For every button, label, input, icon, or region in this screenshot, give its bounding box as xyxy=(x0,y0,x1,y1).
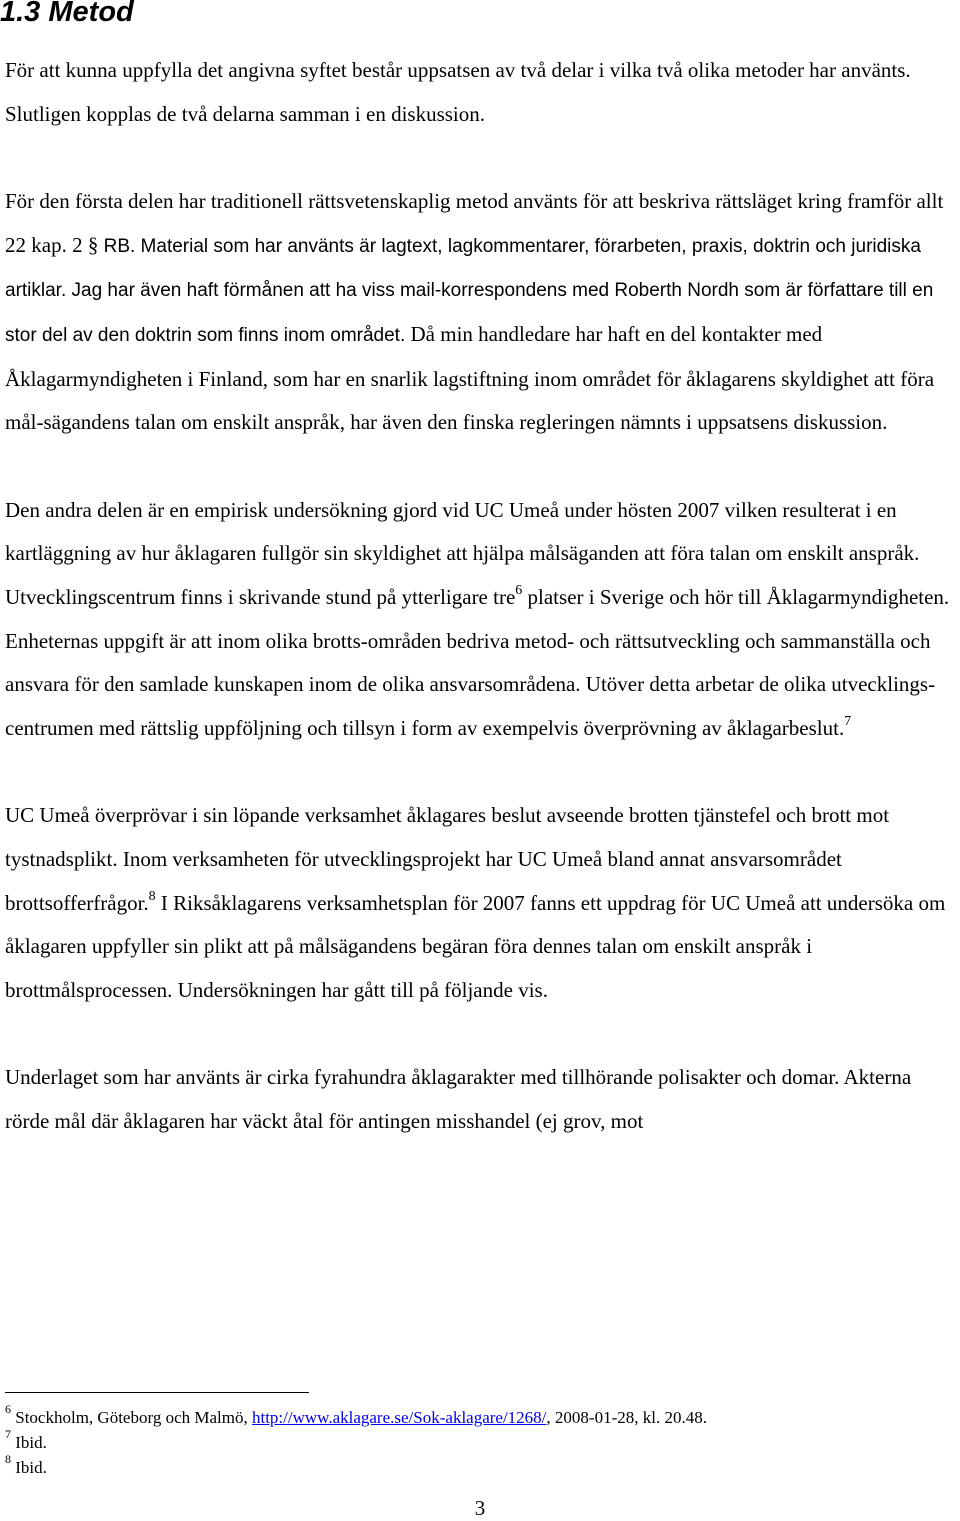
paragraph-1 xyxy=(5,49,960,136)
footnote-6-text: Stockholm, Göteborg och Malmö, xyxy=(11,1408,252,1427)
paragraph-5 xyxy=(5,1056,960,1143)
footnote-separator xyxy=(5,1392,309,1393)
footnote-6 xyxy=(5,1402,955,1430)
paragraph-2-text-sans: RB. Material som har använts är lagtext, lagkommentarer, förarbeten, praxis, doktrin och juridiska artiklar. Jag har även haft förmånen att ha viss mail-korrespondens med Roberth Nordh som är författare till en stor del av den doktrin som finns inom området. xyxy=(5,235,934,346)
footnote-6-date: , 2008-01-28, kl. 20.48. xyxy=(546,1408,707,1427)
footnote-ref-6[interactable]: 6 xyxy=(515,582,523,598)
footnote-8-text: Ibid. xyxy=(11,1458,47,1477)
footnotes xyxy=(5,1402,955,1480)
paragraph-4-text-end: I Riksåklagarens verksamhetsplan för 2007 fanns ett uppdrag för UC Umeå att undersöka om åklagaren uppfyller sin plikt att på målsägandens begäran föra dennes talan om enskilt anspråk i brottmålsprocessen. Undersökningen har gått till på följande vis. xyxy=(5,890,946,1002)
footnote-7 xyxy=(5,1427,955,1455)
section-heading: 1.3 Metod xyxy=(0,0,134,28)
footnote-8 xyxy=(5,1452,955,1480)
paragraph-2 xyxy=(5,180,960,445)
footnote-ref-8[interactable]: 8 xyxy=(148,888,156,904)
paragraph-3 xyxy=(5,489,960,751)
paragraph-3-text-end: platser i Sverige och hör till Åklagarmyndigheten. Enheternas uppgift är att inom olika brotts-områden bedriva metod- och rättsutveckling och sammanställa och ansvara för den samlade kunskapen inom de olika ansvarsområdena. Utöver detta arbetar de olika utvecklings-centrumen med rättslig uppföljning och tillsyn i form av exempelvis överprövning av åklagarbeslut. xyxy=(5,584,950,740)
footnote-8-number: 8 xyxy=(5,1452,11,1467)
paragraph-3-text-start: Den andra delen är en empirisk undersökning gjord vid UC Umeå under hösten 2007 vilken resulterat i en kartläggning av hur åklagaren fullgör sin skyldighet att hjälpa målsäganden att föra talan om enskilt anspråk. Utvecklingscentrum finns i skrivande stund på ytterligare tre xyxy=(5,497,920,609)
footnote-ref-7[interactable]: 7 xyxy=(844,713,852,729)
footnote-6-link[interactable]: http://www.aklagare.se/Sok-aklagare/1268/ xyxy=(251,1408,547,1427)
footnote-7-number: 7 xyxy=(5,1427,11,1442)
body-text xyxy=(5,49,960,1187)
paragraph-1-text: För att kunna uppfylla det angivna syftet består uppsatsen av två delar i vilka två olika metoder har använts. Slutligen kopplas de två delarna samman i en diskussion. xyxy=(5,58,911,126)
footnote-7-text: Ibid. xyxy=(11,1433,47,1452)
footnote-6-number: 6 xyxy=(5,1402,11,1417)
paragraph-5-text: Underlaget som har använts är cirka fyrahundra åklagarakter med tillhörande polisakter och domar. Akterna rörde mål där åklagaren har väckt åtal för antingen misshandel (ej grov, mot xyxy=(5,1065,912,1133)
paragraph-4 xyxy=(5,794,960,1012)
paragraph-2-text-start: För den första delen har traditionell rättsvetenskaplig metod använts för att beskriva rättsläget kring framför allt 22 kap. 2 xyxy=(5,189,944,257)
paragraph-4-text-start: UC Umeå överprövar i sin löpande verksamhet åklagares beslut avseende brotten tjänstefel och brott mot tystnadsplikt. Inom verksamheten för utvecklingsprojekt har UC Umeå bland annat ansvarsområdet brottsofferfrågor. xyxy=(5,803,890,915)
paragraph-2-text-end: Då min handledare har haft en del kontakter med Åklagarmyndigheten i Finland, som har en snarlik lagstiftning inom området för åklagarens skyldighet att föra mål-sägandens talan om enskilt anspråk, har även den finska regleringen nämnts i uppsatsens diskussion. xyxy=(5,321,935,435)
page-number: 3 xyxy=(474,1496,486,1520)
section-sign: § xyxy=(87,232,99,257)
